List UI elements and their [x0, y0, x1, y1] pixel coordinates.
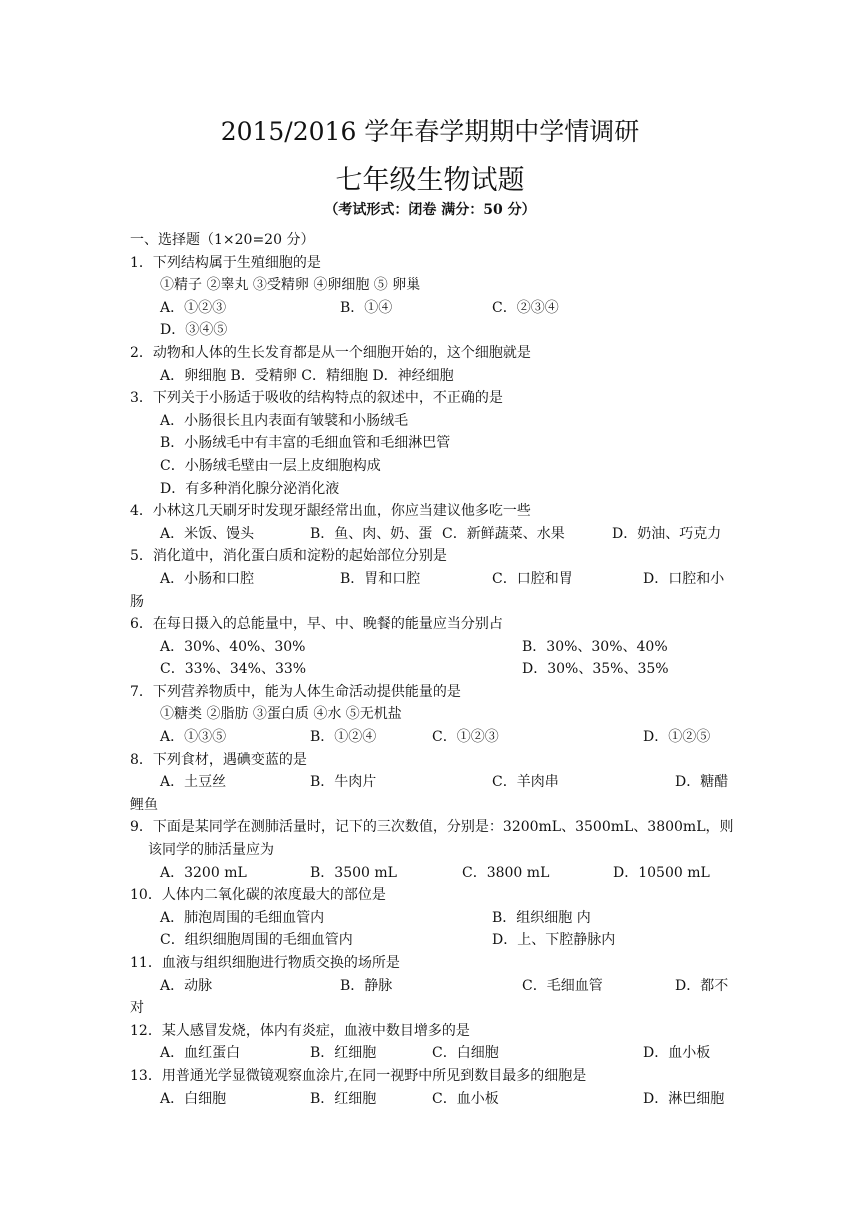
q8-wrap: 鲤鱼: [130, 796, 158, 813]
q10-options-cd: [130, 929, 732, 952]
q11-option-a: A．动脉: [160, 977, 213, 994]
q7-options: [130, 726, 732, 749]
q5-option-c: C．口腔和胃: [492, 570, 573, 587]
q6-options-ab: [130, 636, 732, 659]
q8-options: [130, 771, 732, 794]
q13-stem: 13．用普通光学显微镜观察血涂片,在同一视野中所见到数目最多的细胞是: [130, 1067, 587, 1084]
q13-option-c: C．血小板: [432, 1090, 499, 1107]
q1-options: [130, 297, 732, 320]
q5-option-b: B．胃和口腔: [340, 570, 421, 587]
q10-option-a: A．肺泡周围的毛细血管内: [160, 909, 325, 926]
q9-options: [130, 862, 732, 885]
q8-option-a: A．土豆丝: [160, 774, 227, 791]
q3-option-a: A．小肠很长且内表面有皱襞和小肠绒毛: [160, 412, 409, 429]
q12-stem: 12．某人感冒发烧，体内有炎症，血液中数目增多的是: [130, 1022, 470, 1039]
q13-option-d: D．淋巴细胞: [643, 1090, 725, 1107]
q12-option-d: D．血小板: [643, 1045, 711, 1062]
q7-stem: 7．下列营养物质中，能为人体生命活动提供能量的是: [130, 683, 461, 700]
q8-stem: 8．下列食材，遇碘变蓝的是: [130, 751, 307, 768]
q11-stem: 11．血液与组织细胞进行物质交换的场所是: [130, 955, 400, 971]
q11-option-b: B．静脉: [340, 977, 393, 994]
q4-option-b: B．鱼、肉、奶、蛋: [310, 525, 433, 542]
q1-stem: 1．下列结构属于生殖细胞的是: [130, 254, 321, 271]
exam-meta: （考试形式：闭卷 满分：50 分）: [324, 202, 536, 218]
q5-stem: 5．消化道中，消化蛋白质和淀粉的起始部位分别是: [130, 548, 447, 565]
q1-option-a: A．①②③: [160, 299, 227, 316]
q13-options: [130, 1088, 732, 1111]
q9-option-c: C．3800 mL: [462, 864, 550, 881]
exam-title: 2015/2016 学年春学期期中学情调研: [220, 117, 640, 146]
q6-option-c: C．33%、34%、33%: [160, 661, 307, 678]
q10-option-d: D．上、下腔静脉内: [492, 932, 616, 949]
q10-options-ab: [130, 907, 732, 930]
q9-stem: 9．下面是某同学在测肺活量时，记下的三次数值，分别是：3200mL、3500mL、3800mL，则: [130, 819, 734, 836]
q6-options-cd: [130, 658, 732, 681]
q8-option-c: C．羊肉串: [492, 774, 559, 791]
section-heading: 一、选择题（1×20=20 分）: [130, 232, 315, 248]
q5-options: [130, 568, 732, 591]
q2-stem: 2．动物和人体的生长发育都是从一个细胞开始的，这个细胞就是: [130, 344, 531, 361]
q1-option-d: D．③④⑤: [160, 322, 228, 339]
q3-stem: 3．下列关于小肠适于吸收的结构特点的叙述中，不正确的是: [130, 390, 503, 407]
q1-option-c: C．②③④: [492, 299, 559, 316]
q7-option-a: A．①③⑤: [160, 729, 227, 746]
q3-option-c: C．小肠绒毛壁由一层上皮细胞构成: [160, 457, 381, 474]
q11-option-c: C．毛细血管: [522, 977, 603, 994]
q9-option-d: D．10500 mL: [613, 864, 710, 881]
q8-option-d: D．糖醋: [675, 774, 729, 791]
q9-option-a: A．3200 mL: [160, 864, 247, 881]
q4-option-c: C．新鲜蔬菜、水果: [442, 525, 565, 542]
q4-options: [130, 523, 732, 546]
q13-option-a: A．白细胞: [160, 1090, 227, 1107]
q10-option-c: C．组织细胞周围的毛细血管内: [160, 932, 353, 949]
q5-option-d: D．口腔和小: [643, 570, 725, 587]
q3-option-d: D．有多种消化腺分泌消化液: [160, 480, 340, 497]
q8-option-b: B．牛肉片: [310, 774, 377, 791]
q6-option-d: D．30%、35%、35%: [522, 661, 669, 678]
q7-option-c: C．①②③: [432, 729, 499, 746]
q6-option-a: A．30%、40%、30%: [160, 638, 306, 655]
q2-options: A．卵细胞 B．受精卵 C．精细胞 D．神经细胞: [160, 367, 454, 384]
q9-option-b: B．3500 mL: [310, 864, 397, 881]
q7-option-d: D．①②⑤: [643, 729, 711, 746]
q4-option-a: A．米饭、馒头: [160, 525, 255, 542]
q12-options: [130, 1042, 732, 1065]
q11-options: [130, 975, 732, 998]
q11-option-d: D．都不: [675, 977, 729, 994]
question-list: [130, 229, 732, 1110]
q5-option-a: A．小肠和口腔: [160, 570, 255, 587]
q12-option-b: B．红细胞: [310, 1045, 377, 1062]
q4-option-d: D．奶油、巧克力: [612, 525, 722, 542]
q1-items: ①精子 ②睾丸 ③受精卵 ④卵细胞 ⑤ 卵巢: [160, 277, 421, 294]
q4-stem: 4．小林这几天刷牙时发现牙龈经常出血，你应当建议他多吃一些: [130, 503, 531, 520]
q7-option-b: B．①②④: [310, 729, 377, 746]
q11-wrap: 对: [130, 1000, 144, 1017]
q7-items: ①糖类 ②脂肪 ③蛋白质 ④水 ⑤无机盐: [160, 706, 402, 723]
q6-option-b: B．30%、30%、40%: [522, 638, 668, 655]
q13-option-b: B．红细胞: [310, 1090, 377, 1107]
q6-stem: 6．在每日摄入的总能量中，早、中、晚餐的能量应当分别占: [130, 616, 503, 633]
q3-option-b: B．小肠绒毛中有丰富的毛细血管和毛细淋巴管: [160, 435, 451, 452]
q10-stem: 10．人体内二氧化碳的浓度最大的部位是: [130, 887, 386, 904]
q10-option-b: B．组织细胞 内: [492, 909, 591, 926]
exam-subtitle: 七年级生物试题: [335, 165, 525, 196]
q1-option-b: B．①④: [340, 299, 393, 316]
q9-stem-cont: 该同学的肺活量应为: [148, 842, 274, 859]
q12-option-c: C．白细胞: [432, 1045, 499, 1062]
q5-wrap: 肠: [130, 593, 144, 610]
q12-option-a: A．血红蛋白: [160, 1045, 241, 1062]
